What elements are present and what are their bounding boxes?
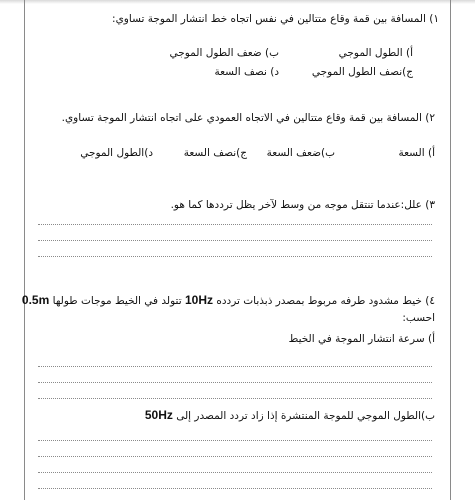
question-3 [171,198,435,212]
question-3-number: ٣) [425,199,435,211]
answer-line[interactable] [38,456,432,457]
question-4 [22,293,435,308]
answer-line[interactable] [38,488,432,489]
question-1-number: ١) [429,13,439,25]
frequency-value: 10Hz [185,293,214,307]
question-4-part-b [145,408,435,423]
question-1-text: المسافة بين قمة وقاع متتالين في نفس اتجاه خط انتشار الموجة تساوي: [112,13,426,25]
wavelength-value: 0.5m [21,293,50,307]
q2-option-b[interactable]: ب)ضعف السعة [266,147,335,159]
q2-option-c[interactable]: ج)نصف السعة [183,147,247,159]
question-2-number: ٢) [425,112,435,124]
q1-option-c[interactable]: ج)نصف الطول الموجي [311,66,413,78]
question-4-number: ٤) [425,295,435,307]
q2-option-a[interactable]: أ) السعة [398,147,435,159]
question-2 [62,111,435,125]
answer-line[interactable] [38,440,432,441]
question-3-text: علل:عندما تنتقل موجه من وسط لآخر يظل ترددها كما هو. [170,199,422,211]
answer-line[interactable] [38,398,432,399]
compute-label: احسب: [402,312,435,324]
question-4-text-part2: تتولد في الخيط موجات طولها [52,295,182,307]
question-2-text: المسافة بين قمة وقاع متتالين في الاتجاه العمودي على اتجاه انتشار الموجة تساوي. [61,112,422,124]
q1-option-b[interactable]: ب) ضعف الطول الموجي [169,47,279,59]
question-1 [112,12,439,26]
question-4-part-a: أ) سرعة انتشار الموجة في الخيط [288,333,435,345]
answer-line[interactable] [38,240,432,241]
answer-line[interactable] [38,366,432,367]
q2-option-d[interactable]: د)الطول الموجي [80,147,153,159]
answer-line[interactable] [38,382,432,383]
question-4-part-b-text: ب)الطول الموجي للموجة المنتشرة إذا زاد تردد المصدر إلى [176,410,435,422]
q1-option-d[interactable]: د) نصف السعة [214,66,279,78]
question-4-text-part1: خيط مشدود طرفه مربوط بمصدر ذبذبات تردده [216,295,422,307]
q1-option-a[interactable]: أ) الطول الموجي [338,47,413,59]
answer-line[interactable] [38,256,432,257]
answer-line[interactable] [38,224,432,225]
new-frequency-value: 50Hz [144,408,173,422]
answer-line[interactable] [38,472,432,473]
